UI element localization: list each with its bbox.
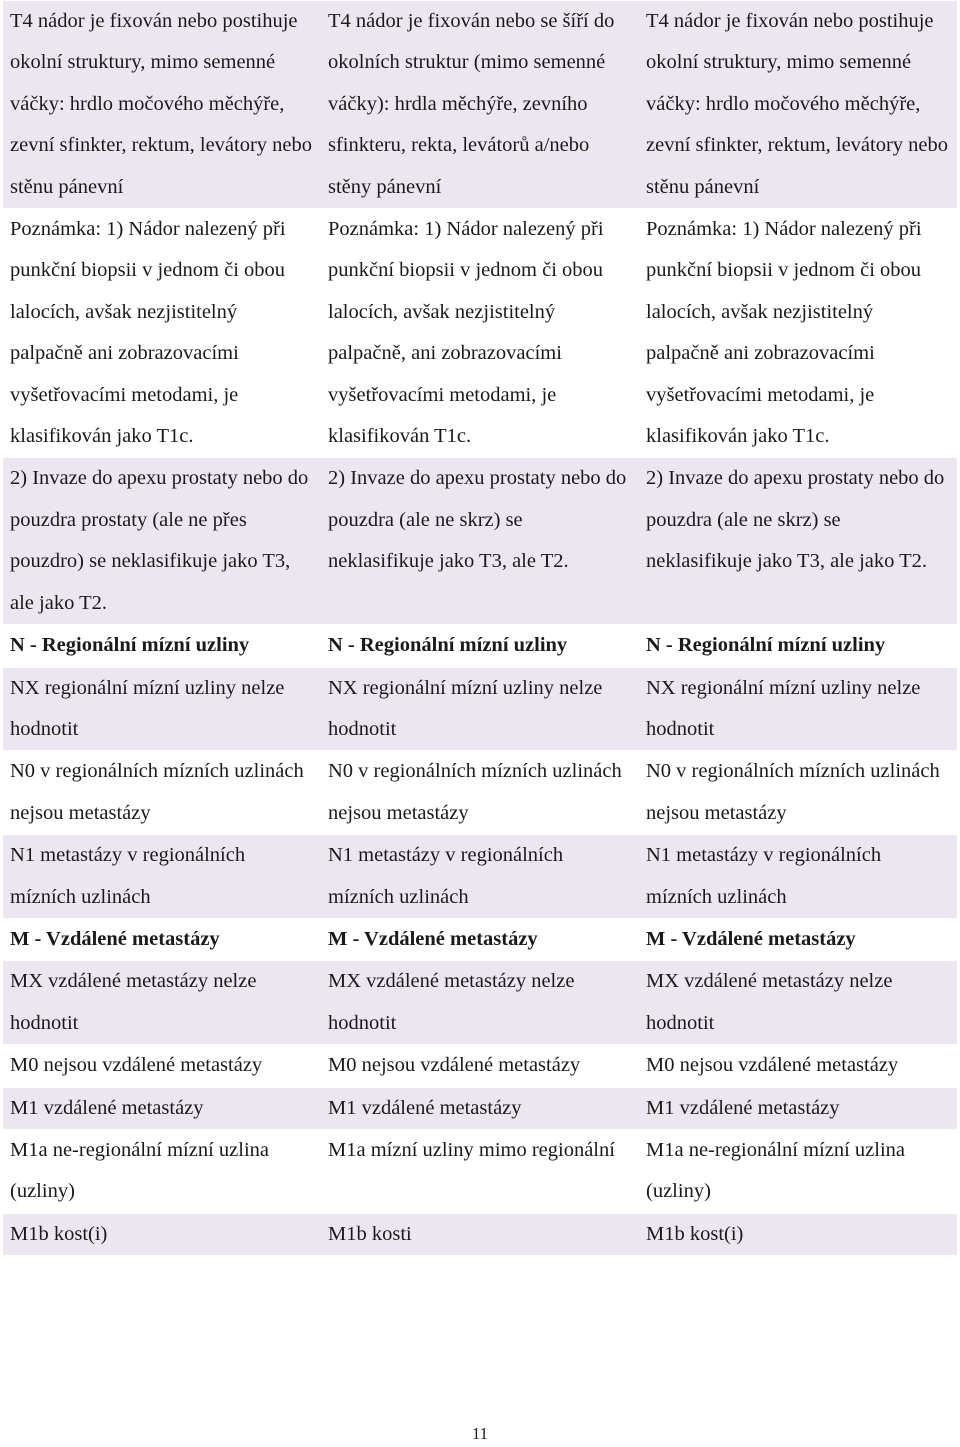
row-mx xyxy=(3,961,957,1044)
cell-note2-col1: 2) Invaze do apexu prostaty nebo do pouzdra prostaty (ale ne přes pouzdro) se neklasifikuje jako T3, ale jako T2. xyxy=(3,458,321,624)
cell-m1b-col3: M1b kost(i) xyxy=(639,1214,957,1255)
cell-mx-col3: MX vzdálené metastázy nelze hodnotit xyxy=(639,961,957,1044)
row-n1 xyxy=(3,835,957,918)
cell-m1b-col2: M1b kosti xyxy=(321,1214,639,1255)
cell-m0-col3: M0 nejsou vzdálené metastázy xyxy=(639,1045,957,1086)
row-m1a xyxy=(3,1130,957,1213)
cell-nx-col2: NX regionální mízní uzliny nelze hodnotit xyxy=(321,668,639,751)
cell-mx-col1: MX vzdálené metastázy nelze hodnotit xyxy=(3,961,321,1044)
row-m0 xyxy=(3,1045,957,1086)
row-m1 xyxy=(3,1088,957,1129)
cell-m0-col1: M0 nejsou vzdálené metastázy xyxy=(3,1045,321,1086)
section-heading-m-col2: M - Vzdálené metastázy xyxy=(321,919,639,960)
cell-n1-col2: N1 metastázy v regionálních mízních uzlinách xyxy=(321,835,639,918)
cell-m1a-col1: M1a ne-regionální mízní uzlina (uzliny) xyxy=(3,1130,321,1213)
cell-n0-col2: N0 v regionálních mízních uzlinách nejsou metastázy xyxy=(321,751,639,834)
section-heading-m-col3: M - Vzdálené metastázy xyxy=(639,919,957,960)
cell-t4-col3: T4 nádor je fixován nebo postihuje okolní struktury, mimo semenné váčky: hrdlo močového měchýře, zevní sfinkter, rektum, levátory nebo stěnu pánevní xyxy=(639,1,957,208)
cell-n0-col3: N0 v regionálních mízních uzlinách nejsou metastázy xyxy=(639,751,957,834)
cell-note2-col3: 2) Invaze do apexu prostaty nebo do pouzdra (ale ne skrz) se neklasifikuje jako T3, ale jako T2. xyxy=(639,458,957,624)
section-heading-n-col2: N - Regionální mízní uzliny xyxy=(321,625,639,666)
cell-m1-col2: M1 vzdálené metastázy xyxy=(321,1088,639,1129)
cell-m1-col3: M1 vzdálené metastázy xyxy=(639,1088,957,1129)
cell-nx-col1: NX regionální mízní uzliny nelze hodnotit xyxy=(3,668,321,751)
cell-t4-col1: T4 nádor je fixován nebo postihuje okolní struktury, mimo semenné váčky: hrdlo močového měchýře, zevní sfinkter, rektum, levátory nebo stěnu pánevní xyxy=(3,1,321,208)
cell-note2-col2: 2) Invaze do apexu prostaty nebo do pouzdra (ale ne skrz) se neklasifikuje jako T3, ale T2. xyxy=(321,458,639,624)
row-m-heading xyxy=(3,919,957,960)
cell-n1-col1: N1 metastázy v regionálních mízních uzlinách xyxy=(3,835,321,918)
row-note-2 xyxy=(3,458,957,624)
page-number: 11 xyxy=(471,1424,489,1443)
row-note-1 xyxy=(3,209,957,457)
cell-m1a-col2: M1a mízní uzliny mimo regionální xyxy=(321,1130,639,1213)
row-t4 xyxy=(3,1,957,208)
cell-note1-col3: Poznámka: 1) Nádor nalezený při punkční biopsii v jednom či obou lalocích, avšak nezjistitelný palpačně ani zobrazovacími vyšetřovacími metodami, je klasifikován jako T1c. xyxy=(639,209,957,457)
cell-m1a-col3: M1a ne-regionální mízní uzlina (uzliny) xyxy=(639,1130,957,1213)
tnm-classification-table xyxy=(3,0,957,1256)
row-nx xyxy=(3,668,957,751)
row-n-heading xyxy=(3,625,957,666)
cell-nx-col3: NX regionální mízní uzliny nelze hodnotit xyxy=(639,668,957,751)
row-m1b xyxy=(3,1214,957,1255)
section-heading-m-col1: M - Vzdálené metastázy xyxy=(3,919,321,960)
section-heading-n-col3: N - Regionální mízní uzliny xyxy=(639,625,957,666)
section-heading-n-col1: N - Regionální mízní uzliny xyxy=(3,625,321,666)
cell-n0-col1: N0 v regionálních mízních uzlinách nejsou metastázy xyxy=(3,751,321,834)
cell-note1-col2: Poznámka: 1) Nádor nalezený při punkční biopsii v jednom či obou lalocích, avšak nezjistitelný palpačně, ani zobrazovacími vyšetřovacími metodami, je klasifikován T1c. xyxy=(321,209,639,457)
cell-mx-col2: MX vzdálené metastázy nelze hodnotit xyxy=(321,961,639,1044)
row-n0 xyxy=(3,751,957,834)
cell-n1-col3: N1 metastázy v regionálních mízních uzlinách xyxy=(639,835,957,918)
cell-note1-col1: Poznámka: 1) Nádor nalezený při punkční biopsii v jednom či obou lalocích, avšak nezjistitelný palpačně ani zobrazovacími vyšetřovacími metodami, je klasifikován jako T1c. xyxy=(3,209,321,457)
cell-m1b-col1: M1b kost(i) xyxy=(3,1214,321,1255)
cell-t4-col2: T4 nádor je fixován nebo se šíří do okolních struktur (mimo semenné váčky): hrdla měchýře, zevního sfinkteru, rekta, levátorů a/nebo stěny pánevní xyxy=(321,1,639,208)
cell-m1-col1: M1 vzdálené metastázy xyxy=(3,1088,321,1129)
cell-m0-col2: M0 nejsou vzdálené metastázy xyxy=(321,1045,639,1086)
